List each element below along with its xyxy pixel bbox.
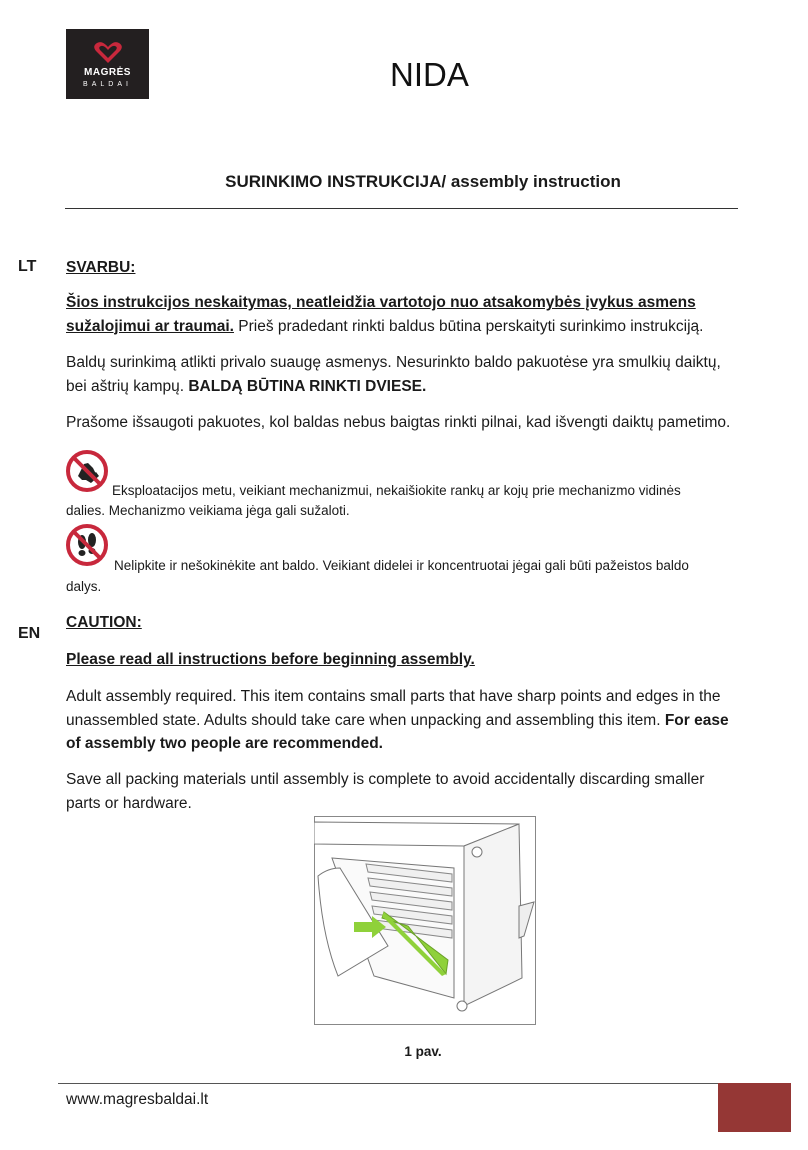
no-hands-icon (66, 450, 108, 492)
notice-hands-line1: Eksploatacijos metu, veikiant mechanizmui, nekaišiokite rankų ar kojų prie mechanizmo vidinės (112, 483, 681, 498)
en-two-people-text: For ease of assembly two people are recommended. (66, 711, 729, 752)
model-name: NIDA (390, 56, 469, 93)
brand-logo (66, 29, 149, 99)
figure-caption: 1 pav. (404, 1044, 442, 1059)
notice-hands-line2: dalies. Mechanizmo veikiama jėga gali sužaloti. (66, 503, 350, 518)
magres-heart-icon (92, 41, 124, 65)
document-title: SURINKIMO INSTRUKCIJA/ assembly instruction (225, 172, 621, 191)
notice-climb-line2: dalys. (66, 579, 102, 594)
lt-two-people-text: BALDĄ BŪTINA RINKTI DVIESE. (188, 377, 427, 395)
lang-tag-lt: LT (18, 258, 37, 275)
footer-url[interactable]: www.magresbaldai.lt (66, 1091, 209, 1108)
lt-warning-paragraph (66, 291, 738, 338)
logo-sub-text: BALDAI (83, 81, 132, 88)
lt-adult-paragraph (66, 351, 738, 398)
title-divider (65, 208, 738, 209)
assembly-figure (314, 816, 536, 1025)
lt-important-label: SVARBU: (66, 259, 136, 276)
en-packaging-paragraph: Save all packing materials until assembly is complete to avoid accidentally discarding smaller parts or hardware. (66, 771, 705, 812)
en-caution-label: CAUTION: (66, 614, 142, 631)
notice-climb-line1: Nelipkite ir nešokinėkite ant baldo. Veikiant didelei ir koncentruotai jėgai gali būti pažeistos baldo (114, 558, 689, 573)
no-stepping-icon (66, 524, 108, 566)
logo-brand-text: MAGRĖS (84, 67, 131, 78)
en-read-all: Please read all instructions before beginning assembly. (66, 651, 475, 668)
lt-packaging-paragraph: Prašome išsaugoti pakuotes, kol baldas nebus baigtas rinkti pilnai, kad išvengti daiktų pametimo. (66, 414, 731, 431)
en-adult-paragraph (66, 685, 738, 756)
footer-divider (58, 1083, 718, 1084)
lt-adult-text: Baldų surinkimą atlikti privalo suaugę asmenys. Nesurinkto baldo pakuotėse yra smulkių daiktų, bei aštrių kampų. (66, 354, 721, 395)
lt-warning-rest: Prieš pradedant rinkti baldus būtina perskaityti surinkimo instrukciją. (233, 317, 704, 335)
footer-accent-box (718, 1083, 791, 1132)
en-adult-text: Adult assembly required. This item contains small parts that have sharp points and edges in the unassembled state. Adults should take care when unpacking and assembling this item. (66, 688, 721, 729)
lt-warning-bold: Šios instrukcijos neskaitymas, neatleidžia vartotojo nuo atsakomybės įvykus asmens sužalojimui ar traumai. (66, 294, 696, 335)
lang-tag-en: EN (18, 625, 41, 642)
